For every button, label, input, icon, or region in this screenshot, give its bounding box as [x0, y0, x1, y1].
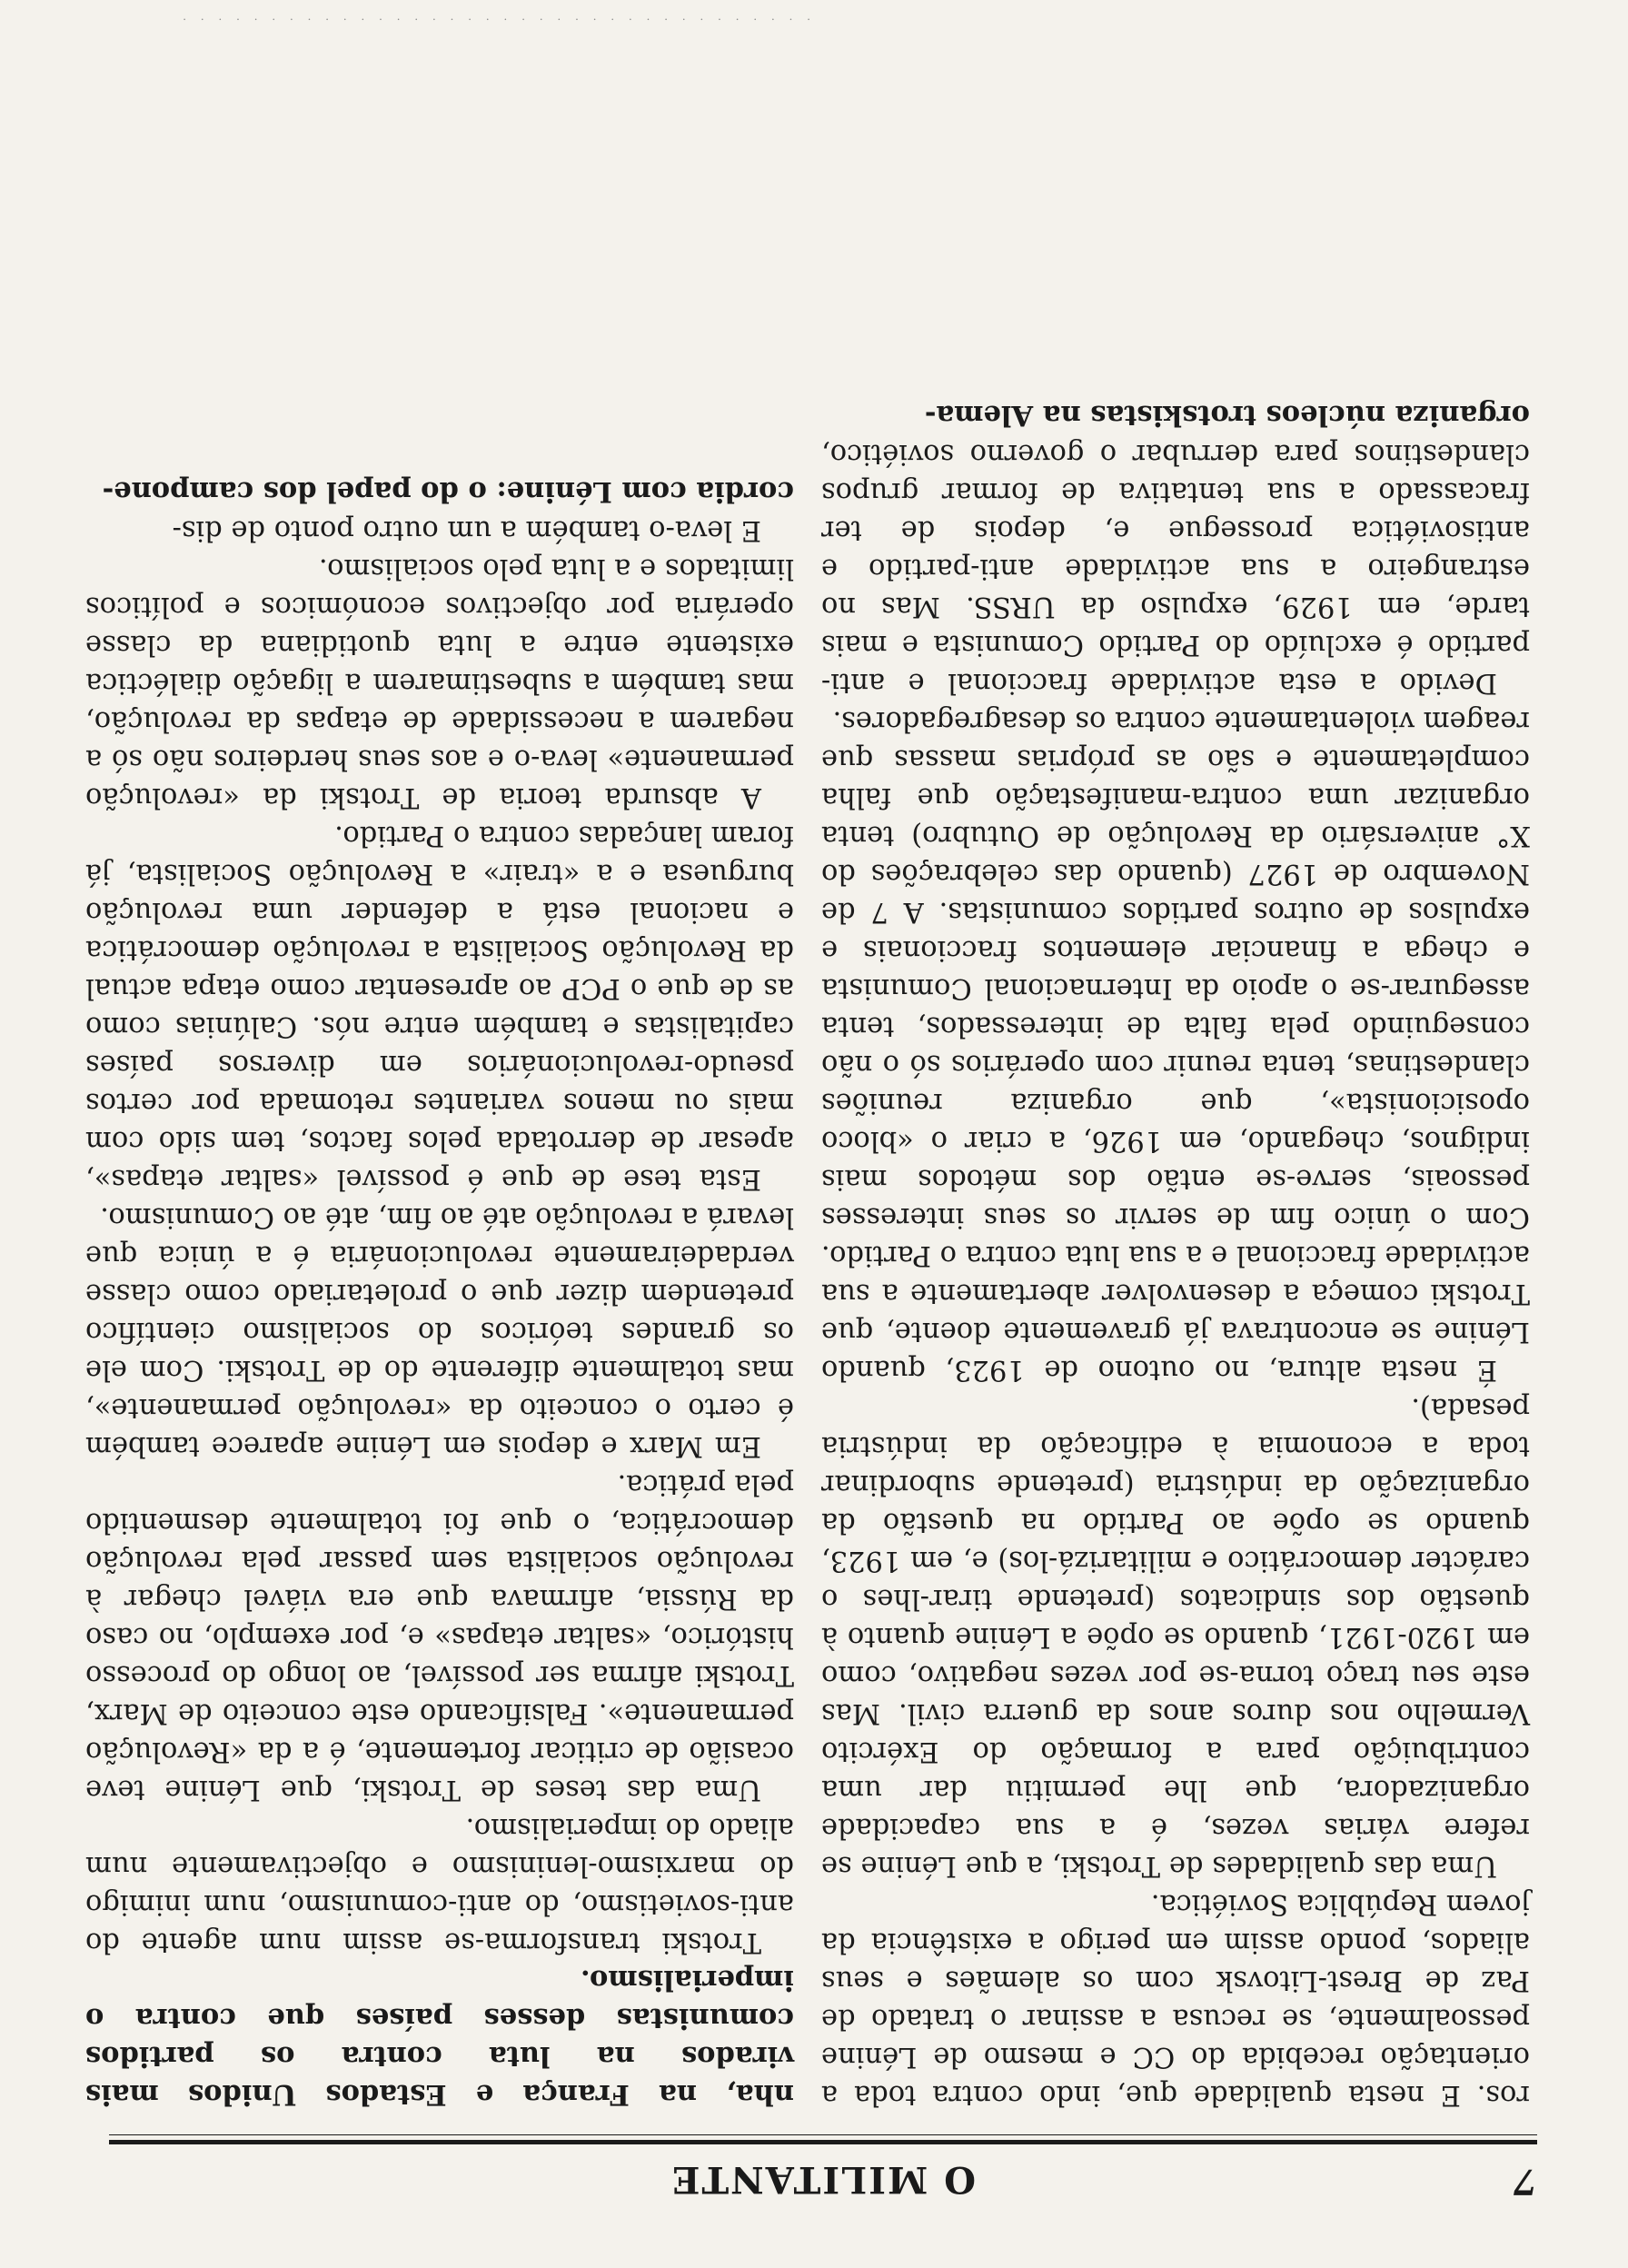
- paragraph-emphasis: organiza núcleos trotskistas na Alema-: [924, 399, 1530, 432]
- header-rule-thin: [109, 2134, 1537, 2135]
- paragraph: Em Marx e depois em Lénine aparece também é certo o conceito da «revolução permanente», mas totalmente diferente do de Trotski. Com ele os grandes teóricos do socialismo científico pretendem dizer que o proletariado como classe verdadeiramente revolucionária é a única que levará a revolução até ao fim, até ao Comunismo.: [85, 1201, 794, 1462]
- paragraph: [821, 395, 1530, 701]
- page-header: [109, 2146, 1537, 2213]
- paragraph: Esta tese de que é possível «saltar etapas», apesar de derrotada pelos factos, tem sido com mais ou menos variantes retomada por certos pseudo-revolucionários em diversos países capitalistas e também entre nós. Calúnias como as de que o PCP ao apresentar como etapa actual da Revolução Socialista a revolução democrática e nacional está a defender uma revolução burguesa e a «trair» a Revolução Socialista, já foram lançadas contra o Partido.: [85, 820, 794, 1195]
- header-rule-thick: [109, 2140, 1537, 2144]
- right-column: [85, 472, 794, 2114]
- paragraph: Trotski transforma-se assim num agente do anti-sovietismo, do anti-comunismo, num inimigo do marxismo-leninismo e objectivamente num aliado do imperialismo.: [85, 1812, 794, 1958]
- paragraph-emphasis: cordia com Lénine: o do papel dos campone-: [102, 475, 794, 508]
- left-column: [821, 395, 1530, 2114]
- masthead-title: O MILITANTE: [670, 2158, 977, 2202]
- paragraph: É nesta altura, no outono de 1923, quando Lénine se encontrava já gravemente doente, que Trotski começa a desenvolver abertamente a sua actividade fraccional e a sua luta contra o Partido. Com o único fim de servir os seus interesses pessoais, serve-se então dos métodos mais indignos, chegando, em 1926, a criar o «bloco oposicionista», que organiza reuniões clandestinas, tenta reunir com operários só o não conseguindo pela falta de interessados, tenta assegurar-se o apoio da Internacional Comunista e chega a financiar elementos fraccionais e expulsos de outros partidos comunistas. A 7 de Novembro de 1927 (quando das celebrações do X° aniversário da Revolução de Outubro) tenta organizar uma contra-manifestação que falha completamente e são as próprias massas que reagem violentamente contra os desagregadores.: [820, 705, 1530, 1386]
- bleed-through-marks: · · · · · · · · · · · · · · · · · · · · · · · · · · · · · · · · · · · ·: [177, 13, 810, 25]
- paragraph-emphasis: nha, na França e Estados Unidos mais virados na luta contra os partidos comunistas desses países que contra o imperialismo.: [85, 1964, 794, 2111]
- paragraph: A absurda teoria de Trotski da «revolução permanente» leva-o e aos seus herdeiros não só a negarem a necessidade de etapas da revolução, mas também a subestimarem a ligação dialéctica existente entre a luta quotidiana da classe operária por objectivos económicos e políticos limitados e a luta pelo socialismo.: [85, 552, 794, 813]
- page-number: 7: [1513, 2162, 1537, 2203]
- paragraph: E leva-o também a um outro ponto de dis-: [172, 514, 761, 546]
- paragraph: ros. E nesta qualidade que, indo contra toda a orientação recebida do CC e mesmo de Lénine pessoalmente, se recusa a assinar o tratado de Paz de Brest-Litovsk com os alemães e seus aliados, pondo assim em perigo a existência da jovem República Soviética.: [821, 1888, 1530, 2111]
- paragraph: Uma das qualidades de Trotski, a que Lénine se refere várias vezes, é a sua capacidade organizadora, que lhe permitiu dar uma contribuição para a formação do Exército Vermelho nos duros anos da guerra civil. Mas este seu traço torna-se por vezes negativo, como em 1920-1921, quando se opõe a Lénine quanto à questão dos sindicatos (pretende tirar-lhes o carácter democrático e militarizá-los) e, em 1923, quando se opõe ao Partido na questão da organização da indústria (pretende subordinar toda a economia à edificação da indústria pesada).: [821, 1392, 1530, 1882]
- paragraph: Uma das teses de Trotski, que Lénine teve ocasião de criticar fortemente, é a da «Revolução permanente». Falsificando este conceito de Marx, Trotski afirma ser possível, ao longo do processo histórico, «saltar etapas» e, por exemplo, no caso da Rússia, afirmava que era viável chegar à revolução socialista sem passar pela revolução democrática, o que foi totalmente desmentido pela prática.: [85, 1468, 794, 1805]
- paragraph-text: Devido a esta actividade fraccional e anti-partido é excluído do Partido Comunista e mais tarde, em 1929, expulso da URSS. Mas no estrangeiro a sua actividade anti-partido e antisoviética prossegue e, depois de ter fracassado a sua tentativa de formar grupos clandestinos para derrubar o governo soviético,: [821, 438, 1530, 699]
